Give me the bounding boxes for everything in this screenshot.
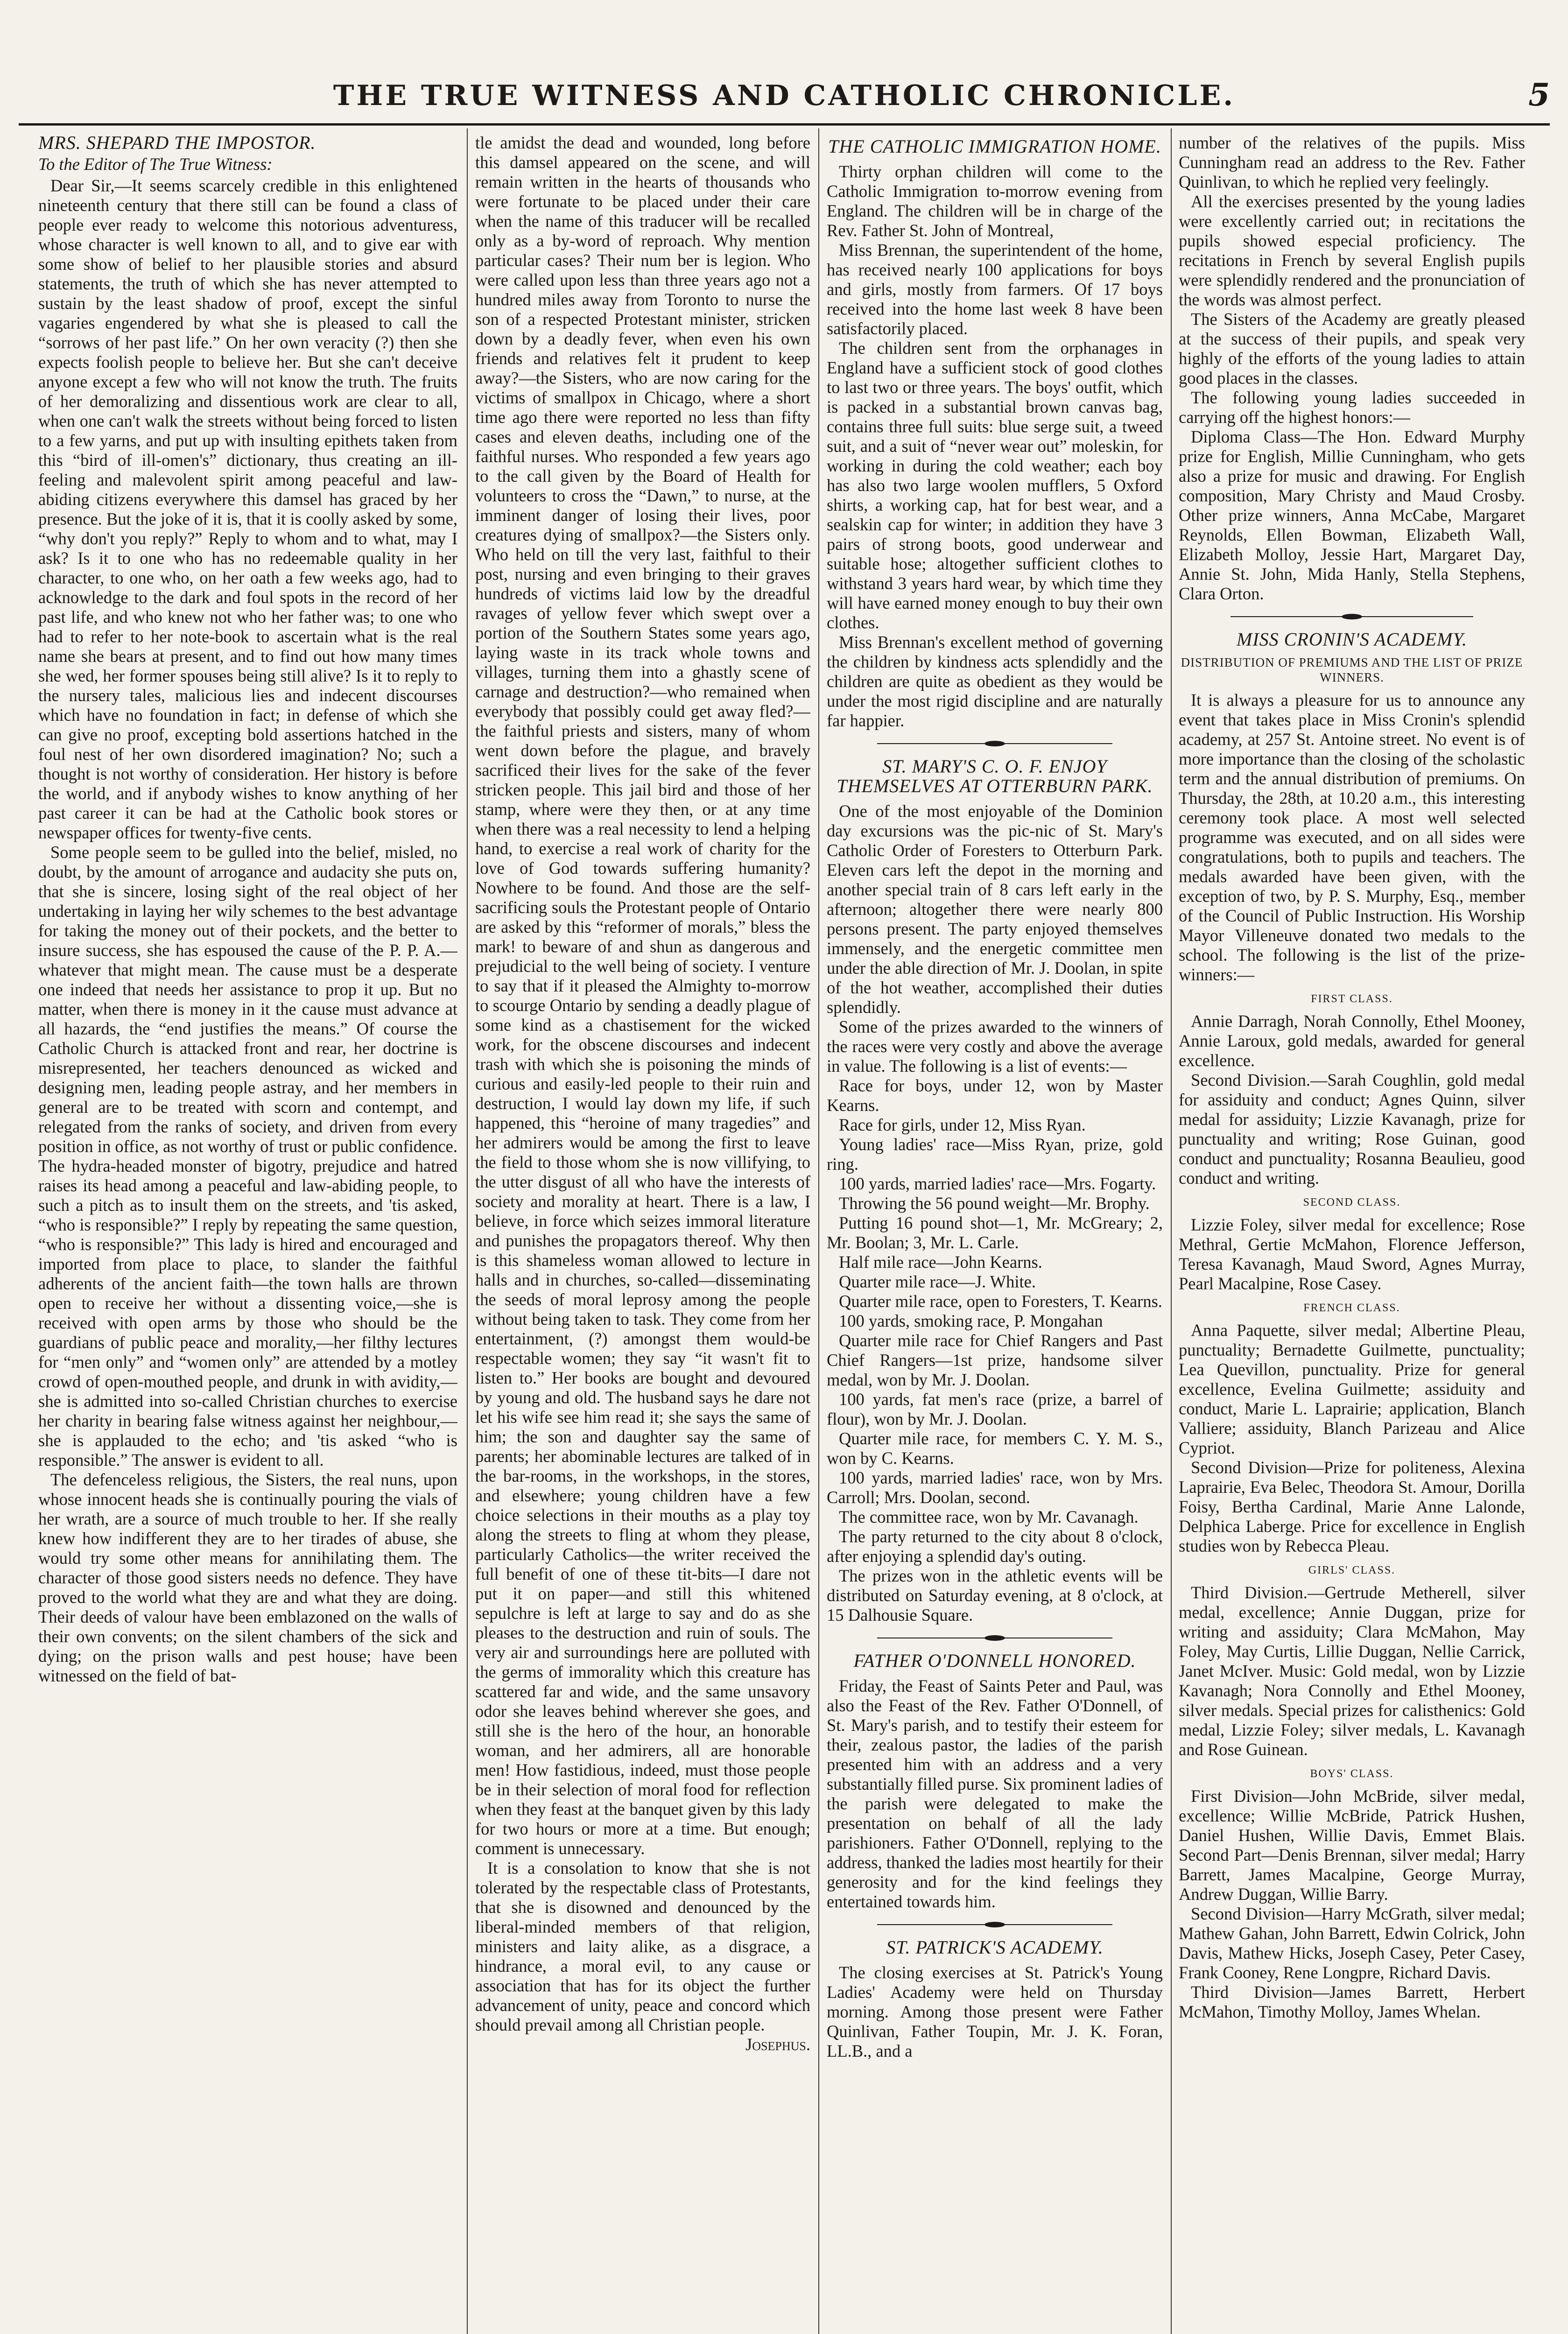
list-item: 100 yards, married ladies' race, won by Mrs. Carroll; Mrs. Doolan, second. [827,1468,1163,1507]
article-headline: MRS. SHEPARD THE IMPOSTOR. [38,133,316,153]
paragraph: Second Division—Harry McGrath, silver medal; Mathew Gahan, John Barrett, Edwin Colrick, John Davis, Mathew Hicks, Joseph Casey, Peter Casey, Frank Cooney, Rene Longpre, Richard Davis. [1179,1904,1525,1982]
paragraph: Lizzie Foley, silver medal for excellence; Rose Methral, Gertie McMahon, Florence Jefferson, Teresa Kavanagh, Maud Sword, Agnes Murray, Pearl Macalpine, Rose Casey. [1179,1215,1525,1293]
article-headline: MISS CRONIN'S ACADEMY. [1237,629,1467,650]
paragraph: It is a consolation to know that she is not tolerated by the respectable class of Protestants, that she is disowned and denounced by the liberal-minded members of that religion, ministers and laity alike, as a disgrace, a hindrance, a moral evil, to any cause or association that has for its object the further advancement of unity, peace and concord which should prevail among all Christian people. [475,1858,810,2034]
article-headline: THE CATHOLIC IMMIGRATION HOME. [828,136,1161,157]
list-item: Race for boys, under 12, won by Master Kearns. [827,1076,1163,1115]
paragraph: Second Division.—Sarah Coughlin, gold medal for assiduity and conduct; Agnes Quinn, silver medal for assiduity; Lizzie Kavanagh, prize for punctuality and writing; Rose Guinan, good conduct and punctuality; Rosanna Beaulieu, good conduct and writing. [1179,1070,1525,1188]
list-item: The committee race, won by Mr. Cavanagh. [839,1507,1139,1526]
article-subheading: DISTRIBUTION OF PREMIUMS AND THE LIST OF PRIZE WINNERS. [1181,655,1523,684]
list-item: 100 yards, married ladies' race—Mrs. Fogarty. [839,1174,1156,1193]
class-heading: FIRST CLASS. [1311,993,1393,1005]
column-1 [38,133,457,2334]
salutation: To the Editor of The True Witness: [38,155,273,174]
paragraph: Miss Brennan's excellent method of governing the children by kindness acts splendidly and the children are quite as obedient as they would be under the most rigid discipline and are naturally far happier. [827,633,1163,730]
column-4 [1179,133,1525,2334]
masthead [19,79,1550,126]
paragraph: Anna Paquette, silver medal; Albertine Pleau, punctuality; Bernadette Guilmette, punctuality; Lea Quevillon, punctuality. Prize for general excellence, Evelina Guilmette; assiduity and conduct, Marie L. Laprairie; application, Blanch Valliere; assiduity, Blanch Parizeau and Alice Cypriot. [1179,1321,1525,1457]
paragraph: The defenceless religious, the Sisters, the real nuns, upon whose innocent heads she is continually pouring the vials of her wrath, are a source of much trouble to her. If she really knew how indifferent they are to her tirades of abuse, she would try some other means for annihilating them. The character of those good sisters needs no defence. They have proved to the world what they are and what they are doing. Their deeds of valour have been emblazoned on the walls of their own convents; on the silent chambers of the sick and dying; on the prison walls and pest house; have been witnessed on the field of bat- [38,1470,457,1685]
list-item: Quarter mile race, for members C. Y. M. S., won by C. Kearns. [827,1429,1163,1468]
list-item: Half mile race—John Kearns. [839,1252,1042,1272]
column-2 [475,133,810,2334]
class-heading: SECOND CLASS. [1303,1196,1401,1209]
column-divider [1171,128,1172,2334]
section-divider [877,1635,1112,1641]
list-item: Quarter mile race for Chief Rangers and Past Chief Rangers—1st prize, handsome silver medal, won by Mr. J. Doolan. [827,1331,1163,1389]
column-3 [827,133,1163,2334]
paragraph: The children sent from the orphanages in England have a sufficient stock of good clothes to last two or three years. The boys' outfit, which is packed in a substantial brown canvas bag, contains three full suits: blue serge suit, a tweed suit, and a suit of “never wear out” moleskin, for working in during the cold weather; each boy has also two large woolen mufflers, 5 Oxford shirts, a working cap, hat for best wear, and a sealskin cap for winter; in addition they have 3 pairs of strong boots, good underwear and suitable hose; altogether sufficient clothes to withstand 3 years hard wear, by which time they will have earned money enough to buy their own clothes. [827,338,1163,632]
paragraph: Dear Sir,—It seems scarcely credible in this enlightened nineteenth century that there still can be found a class of people ever ready to welcome this notorious adventuress, whose character is well known to all, and to give ear with some show of belief to her plausible stories and absurd statements, the truth of which she has never attempted to sustain by the least shadow of proof, except the sinful vagaries engendered by what she is pleased to call the “sorrows of her past life.” On her own veracity (?) then she expects foolish people to believe her. But she can't deceive anyone except a few who will not know the truth. The fruits of her demoralizing and dissentious work are clear to all, when one can't walk the streets without being forced to listen to a few yarns, and put up with insulting epithets taken from this “bird of ill-omen's” dictionary, thus creating an ill-feeling and malevolent spirit among peaceful and law-abiding citizens everywhere this damsel has graced by her presence. But the joke of it is, that it is coolly asked by some, “why don't you reply?” Reply to whom and to what, may I ask? Is it to one who has no redeemable quality in her character, to one who, on her oath a few weeks ago, had to acknowledge to the dark and foul spots in the record of her past life, and who knew not who her father was; to one who had to refer to her note-book to ascertain what is the real name she bears at present, and to find out how many times she wed, her former spouses being still alive? Is it to reply to the nursery tales, malicious lies and indecent discourses which have no foundation in fact; in defense of which she can give no proof, excepting bold assertions hatched in the foul nest of her own disordered imagination? No; such a thought is not worthy of consideration. Her history is before the world, and if anybody wishes to know anything of her past career it can be had at the Catholic book stores or newspaper offices for twenty-five cents. [38,176,457,842]
paragraph: number of the relatives of the pupils. Miss Cunningham read an address to the Rev. Father Quinlivan, to which he replied very feelingly. [1179,133,1525,191]
class-heading: GIRLS' CLASS. [1308,1564,1396,1576]
paragraph: Annie Darragh, Norah Connolly, Ethel Mooney, Annie Laroux, gold medals, awarded for general excellence. [1179,1012,1525,1070]
paragraph: Diploma Class—The Hon. Edward Murphy prize for English, Millie Cunningham, who gets also a prize for music and drawing. For English composition, Mary Christy and Maud Crosby. Other prize winners, Anna McCabe, Margaret Reynolds, Ellen Bowman, Elizabeth Wall, Elizabeth Molloy, Jessie Hart, Margaret Day, Annie St. John, Mida Hanly, Stella Stephens, Clara Orton. [1179,427,1525,603]
paragraph: The closing exercises at St. Patrick's Young Ladies' Academy were held on Thursday morning. Among those present were Father Quinlivan, Father Toupin, Mr. J. K. Foran, LL.B., and a [827,1963,1163,2060]
paragraph: One of the most enjoyable of the Dominion day excursions was the pic-nic of St. Mary's Catholic Order of Foresters to Otterburn Park. Eleven cars left the depot in the morning and another special train of 8 cars left early in the afternoon; altogether there were nearly 800 persons present. The party enjoyed themselves immensely, and the energetic committee men under the able direction of Mr. J. Doolan, in spite of the hot weather, accomplished their duties splendidly. [827,801,1163,1017]
article-headline: ST. PATRICK'S ACADEMY. [886,1937,1104,1958]
paragraph: Some of the prizes awarded to the winners of the races were very costly and above the average in value. The following is a list of events:— [827,1017,1163,1076]
paragraph: Thirty orphan children will come to the Catholic Immigration to-morrow evening from England. The children will be in charge of the Rev. Father St. John of Montreal, [827,162,1163,240]
paragraph: Third Division.—Gertrude Metherell, silver medal, excellence; Annie Duggan, prize for writing and assiduity; Clara McMahon, May Foley, May Curtis, Lillie Duggan, Nellie Carrick, Janet McIver. Music: Gold medal, won by Lizzie Kavanagh; Nora Connolly and Ethel Mooney, silver medals. Special prizes for calisthenics: Gold medal, Lizzie Foley; silver medals, L. Kavanagh and Rose Guinean. [1179,1583,1525,1759]
section-divider [877,741,1112,746]
list-item: Quarter mile race, open to Foresters, T. Kearns. [839,1292,1162,1311]
list-item: Race for girls, under 12, Miss Ryan. [839,1115,1086,1134]
list-item: Young ladies' race—Miss Ryan, prize, gold ring. [827,1135,1163,1174]
section-divider [877,1922,1112,1927]
list-item: 100 yards, smoking race, P. Mongahan [839,1311,1103,1330]
article-headline: FATHER O'DONNELL HONORED. [853,1650,1136,1671]
paragraph: Second Division—Prize for politeness, Alexina Laprairie, Eva Belec, Theodora St. Amour, Dorilla Foisy, Bertha Cardinal, Marie Anne Lalonde, Delphica Laberge. Price for excellence in English studies won by Rebecca Pleau. [1179,1458,1525,1555]
paragraph: Some people seem to be gulled into the belief, misled, no doubt, by the amount of arrogance and audacity she puts on, that she is sincere, losing sight of the real object of her undertaking in laying her wily schemes to the best advantage for taking the money out of their pockets, and the better to insure success, she has espoused the cause of the P. P. A.—whatever that might mean. The cause must be a desperate one indeed that needs her assistance to prop it up. But no matter, when there is money in it the cause must advance at all hazards, the “end justifies the means.” Of course the Catholic Church is attacked front and rear, her doctrine is misrepresented, her teachers denounced as wicked and designing men, leading people astray, and her members in general are to be treated with scorn and contempt, and relegated from the ranks of society, and driven from every position in office, as not worthy of trust or public confidence. The hydra-headed monster of bigotry, prejudice and hatred raises its head among a peaceful and law-abiding people, to such a pitch as to insult them on the streets, and 'tis asked, “who is responsible?” I reply by repeating the same question, “who is responsible?” This lady is hired and encouraged and imported from place to place, to slander the faithful adherents of the ancient faith—the town halls are thrown open to receive her without a dissenting voice,—she is received with open arms by those who should be the guardians of public peace and morality,—her filthy lectures for “men only” and “women only” are attended by a motley crowd of open-mouthed people, and drunk in with avidity,—she is admitted into so-called Christian churches to exercise her charity in bearing false witness against her neighbour,—she is applauded to the echo; and 'tis asked “who is responsible.” The answer is evident to all. [38,843,457,1469]
paragraph: Miss Brennan, the superintendent of the home, has received nearly 100 applications for boys and girls, mostly from farmers. Of 17 boys received into the home last week 8 have been satisfactorily placed. [827,240,1163,338]
column-divider [467,128,468,2334]
class-heading: BOYS' CLASS. [1310,1768,1394,1780]
paragraph: Friday, the Feast of Saints Peter and Paul, was also the Feast of the Rev. Father O'Donnell, of St. Mary's parish, and to testify their esteem for their, zealous pastor, the ladies of the parish presented him with an address and a very substantially filled purse. Six prominent ladies of the parish were delegated to make the presentation on behalf of all the lady parishioners. Father O'Donnell, replying to the address, thanked the ladies most heartily for their generosity and for the kind feelings they entertained towards him. [827,1676,1163,1911]
paragraph: The Sisters of the Academy are greatly pleased at the success of their pupils, and speak very highly of the efforts of the young ladies to attain good places in the classes. [1179,309,1525,387]
list-item: 100 yards, fat men's race (prize, a barrel of flour), won by Mr. J. Doolan. [827,1390,1163,1428]
paragraph: It is always a pleasure for us to announce any event that takes place in Miss Cronin's splendid academy, at 257 St. Antoine street. No event is of more importance than the closing of the scholastic term and the annual distribution of premiums. On Thursday, the 28th, at 10.20 a.m., this interesting ceremony took place. A most well selected programme was executed, and on all sides were congratulations, both to pupils and teachers. The medals awarded have been given, with the exception of two, by P. S. Murphy, Esq., member of the Council of Public Instruction. His Worship Mayor Villeneuve donated two medals to the school. The following is the list of the prize-winners:— [1179,690,1525,984]
paragraph: Third Division—James Barrett, Herbert McMahon, Timothy Molloy, James Whelan. [1179,1982,1525,2021]
newspaper-title: THE TRUE WITNESS AND CATHOLIC CHRONICLE. [333,79,1236,112]
paragraph: tle amidst the dead and wounded, long before this damsel appeared on the scene, and will remain written in the hearts of thousands who were fortunate to be placed under their care when the name of this traducer will be recalled only as a by-word of reproach. Why mention particular cases? Their num ber is legion. Who were called upon less than three years ago not a hundred miles away from Toronto to nurse the son of a respected Protestant minister, stricken down by a deadly fever, when even his own friends and relatives felt it prudent to keep away?—the Sisters, who are now caring for the victims of smallpox in Chicago, where a short time ago there were reported no less than fifty cases and eleven deaths, including one of the faithful nurses. Who responded a few years ago to the call given by the Board of Health for volunteers to cross the “Dawn,” to nurse, at the imminent danger of losing their lives, poor creatures dying of smallpox?—the Sisters only. Who held on till the very last, faithful to their post, nursing and even bringing to their graves hundreds of victims laid low by the dreadful ravages of yellow fever which swept over a portion of the Southern States some years ago, laying waste in its track whole towns and villages, turning them into a ghastly scene of carnage and destruction?—who remained when everybody that possibly could get away fled?—the faithful priests and sisters, many of whom went down before the plague, and bravely sacrificed their lives for the sake of the fever stricken people. This jail bird and those of her stamp, where were they then, or at any time when there was a real necessity to lend a helping hand, to exercise a real work of charity for the love of God towards suffering humanity? Nowhere to be found. And those are the self-sacrificing souls the Protestant people of Ontario are asked by this “reformer of morals,” bless the mark! to beware of and shun as dangerous and prejudicial to the well being of society. I venture to say that if it pleased the Almighty to-morrow to scourge Ontario by sending a deadly plague of some kind as a chastisement for the wicked work, for the obscene discourses and indecent trash with which she is poisoning the minds of curious and easily-led people to their ruin and destruction, I would lay down my life, if such happened, this “heroine of many tragedies” and her admirers would be among the first to leave the field to those whom she is now villifying, to the utter disgust of all who have the interests of society and morality at heart. There is a law, I believe, in force which seizes immoral literature and punishes the propagators thereof. Why then is this shameless woman allowed to lecture in halls and in churches, so-called—disseminating the seeds of moral leprosy among the people without being taken to task. They come from her entertainment, (?) amongst them would-be respectable women; they say “it wasn't fit to listen to.” Her books are bought and devoured by young and old. The husband says he dare not let his wife see him read it; she says the same of him; the son and daughter say the same of parents; her abominable lectures are talked of in the bar-rooms, in the workshops, in the stores, and elsewhere; young children have a few choice selections in their mouths as a play toy along the streets to fling at whom they please, particularly Catholics—the writer received the full benefit of one of these tit-bits—I dare not put it on paper—and still this whitened sepulchre is left at large to say and do as she pleases to the destruction and ruin of souls. The very air and surroundings here are polluted with the germs of immorality which this creature has scattered far and wide, and the same unsavory odor she leaves behind wherever she goes, and still she is the hero of the hour, an honorable woman, and her admirers, all are honorable men! How fastidious, indeed, must those people be in their selection of moral food for reflection when they feast at the banquet given by this lady for two hours or more at a time. But enough; comment is unnecessary. [475,133,810,1858]
page-number: 5 [1528,77,1550,113]
article-headline: ST. MARY'S C. O. F. ENJOY THEMSELVES AT OTTERBURN PARK. [837,756,1153,796]
masthead-rule [19,123,1550,126]
column-divider [818,128,819,2334]
class-heading: FRENCH CLASS. [1303,1302,1400,1314]
list-item: Putting 16 pound shot—1, Mr. McGreary; 2, Mr. Boolan; 3, Mr. L. Carle. [827,1213,1163,1252]
paragraph: The party returned to the city about 8 o'clock, after enjoying a splendid day's outing. [827,1527,1163,1566]
section-divider [1230,614,1473,619]
list-item: Quarter mile race—J. White. [839,1272,1036,1291]
paragraph: The following young ladies succeeded in carrying off the highest honors:— [1179,388,1525,427]
signature: Josephus. [745,2035,810,2054]
list-item: Throwing the 56 pound weight—Mr. Brophy. [839,1194,1150,1213]
paragraph: The prizes won in the athletic events will be distributed on Saturday evening, at 8 o'clock, at 15 Dalhousie Square. [827,1566,1163,1624]
paragraph: First Division—John McBride, silver medal, excellence; Willie McBride, Patrick Hushen, Daniel Hushen, Willie Davis, Emmet Blais. Second Part—Denis Brennan, silver medal; Harry Barrett, James Macalpine, George Murray, Andrew Duggan, Willie Barry. [1179,1786,1525,1904]
paragraph: All the exercises presented by the young ladies were excellently carried out; in recitations the pupils showed especial proficiency. The recitations in French by several English pupils were splendidly rendered and the pronunciation of the words was almost perfect. [1179,192,1525,309]
